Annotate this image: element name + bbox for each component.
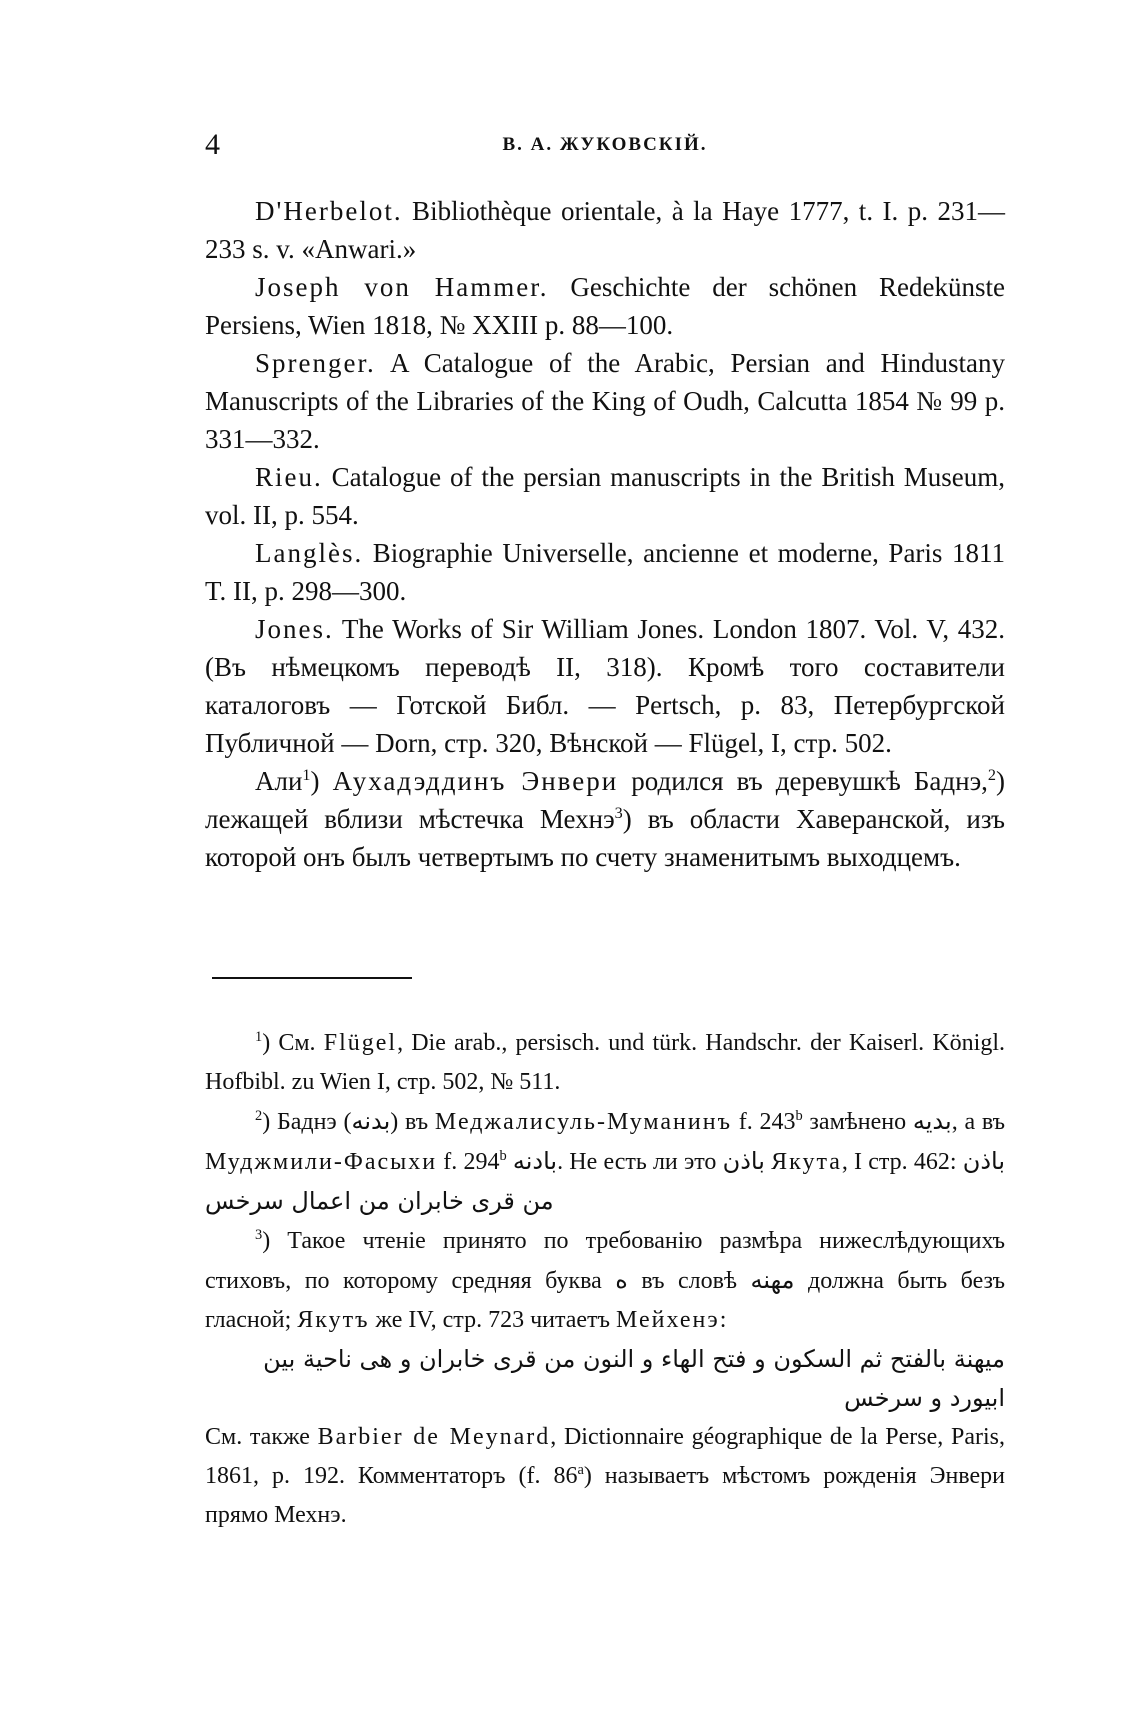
author-name: Flügel bbox=[323, 1030, 398, 1056]
author-name: Barbier de Meynard bbox=[317, 1424, 551, 1450]
entry-author: Rieu. bbox=[255, 462, 323, 492]
entry-author: Joseph von Hammer. bbox=[255, 272, 549, 302]
entry-author: Jones. bbox=[255, 614, 334, 644]
bibliography-entry bbox=[205, 534, 1005, 610]
author-name: Якутъ bbox=[297, 1307, 370, 1333]
source-title: Муджмили-Фасыхи bbox=[205, 1149, 438, 1175]
footnote-3: $^3$) Такое чтеніе принято по требованію размѣра нижеслѣдующихъ стиховъ, по которому средняя буква ه въ словѣ مهنه должна быть безъ гласной; Якутъ же IV, стр. 723 читаетъ Мейхенэ: ميهنة بالفتح ثم السكون و فتح الهاء و النون من قرى خابران و هى ناحية بين ابيورد و سرخس См. также Barbier de Meynard, Dictionnaire géographique de la Perse, Paris, 1861, p. 192. Комментаторъ (f. 86$^a$) называетъ мѣстомъ рожденія Энвери прямо Мехнэ. bbox=[205, 1227, 1006, 1528]
footnote-mark: 1 bbox=[255, 1029, 263, 1045]
bibliography-entry bbox=[205, 610, 1005, 762]
arabic-letter: ه bbox=[615, 1266, 628, 1294]
entry-author: Langlès. bbox=[255, 538, 364, 568]
author-name: Якута bbox=[771, 1149, 842, 1175]
page-number: 4 bbox=[205, 128, 220, 161]
bibliography-entry bbox=[205, 344, 1005, 458]
entry-text: A Catalogue of the Arabic, Persian and Hindustany Manuscripts of the Libraries of the King of Oudh, Calcutta 1854 № 99 p. 331—332. bbox=[205, 348, 1005, 454]
arabic-quote: ميهنة بالفتح ثم السكون و فتح الهاء و النون من قرى خابران و هى ناحية بين ابيورد و سرخس bbox=[263, 1345, 1005, 1412]
bibliography-entry bbox=[205, 192, 1005, 268]
arabic-quote: باذن من قرى خابران من اعمال سرخس bbox=[205, 1147, 1006, 1215]
footnote-ref: 3 bbox=[614, 804, 623, 822]
arabic-word: بادنه bbox=[512, 1147, 558, 1175]
arabic-word: بديه bbox=[912, 1107, 952, 1135]
entry-text: Biographie Universelle, ancienne et moderne, Paris 1811 T. II, p. 298—300. bbox=[205, 538, 1005, 606]
entry-text: Geschichte der schönen Redekünste Persiens, Wien 1818, № XXIII p. 88—100. bbox=[205, 272, 1005, 340]
arabic-word: مهنه bbox=[750, 1266, 795, 1294]
running-title: В. А. ЖУКОВСКІЙ. bbox=[502, 134, 708, 155]
footnote-ref: 1 bbox=[302, 766, 311, 784]
footnote-2: $^2$) Баднэ (بدنه) въ Меджалисуль-Муманинъ f. 243$^b$ замѣнено بديه, а въ Муджмили-Фасыхи f. 294$^b$ بادنه. Не есть ли это باذن Якута, I стр. 462: باذن من قرى خابران من اعمال سرخس bbox=[205, 1107, 1006, 1215]
entry-text: Bibliothèque orientale, à la Haye 1777, t. I. p. 231—233 s. v. «Anwari.» bbox=[205, 196, 1005, 264]
page-header bbox=[205, 128, 1005, 168]
entry-text: The Works of Sir William Jones. London 1807. Vol. V, 432. (Въ нѣмецкомъ переводѣ II, 318). Кромѣ того составители каталоговъ — Готской Библ. — Pertsch, p. 83, Петербургской Публичной — Dorn, стр. 320, Вѣнской — Flügel, I, стр. 502. bbox=[205, 614, 1005, 758]
footnotes bbox=[205, 1024, 1005, 1535]
arabic-word: باذن bbox=[722, 1147, 765, 1175]
footnote-mark: 2 bbox=[255, 1108, 263, 1124]
body-paragraph: Али$^1$) Аухадэддинъ Энвери родился въ деревушкѣ Баднэ,$^2$) лежащей вблизи мѣстечка Мехнэ$^3$) въ области Хаверанской, изъ которой онъ былъ четвертымъ по счету знаменитымъ выходцемъ. bbox=[205, 766, 1006, 872]
source-title: Меджалисуль-Муманинъ bbox=[434, 1109, 732, 1135]
footnote-separator bbox=[212, 977, 412, 979]
person-name: Аухадэддинъ Энвери bbox=[332, 766, 619, 796]
main-text bbox=[205, 192, 1005, 876]
footnote-mark: 3 bbox=[255, 1227, 263, 1243]
footnote-1: $^1$) См. Flügel, Die arab., persisch. und türk. Handschr. der Kaiserl. Königl. Hofbibl. zu Wien I, стр. 502, № 511. bbox=[205, 1029, 1006, 1095]
footnote-ref: 2 bbox=[987, 766, 997, 784]
entry-author: D'Herbelot. bbox=[255, 196, 403, 226]
bibliography-entry bbox=[205, 458, 1005, 534]
arabic-word: بدنه bbox=[351, 1107, 391, 1135]
entry-text: Catalogue of the persian manuscripts in the British Museum, vol. II, p. 554. bbox=[205, 462, 1005, 530]
bibliography-entry bbox=[205, 268, 1005, 344]
place-name: Мейхенэ bbox=[615, 1307, 720, 1333]
entry-author: Sprenger. bbox=[255, 348, 376, 378]
